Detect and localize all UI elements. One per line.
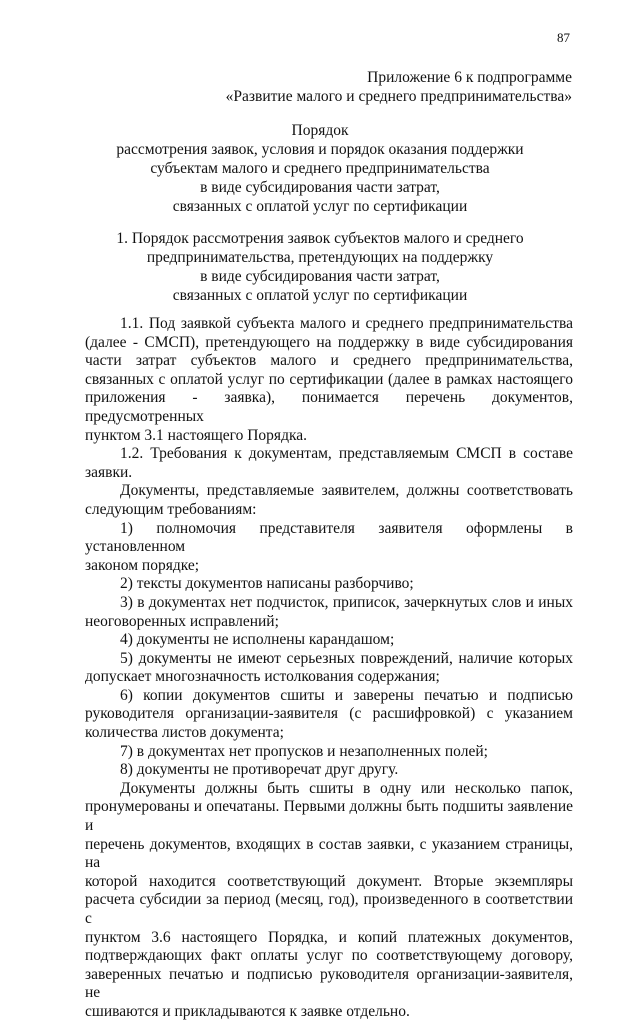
paragraph-line: Документы должны быть сшиты в одну или несколько папок, bbox=[120, 779, 573, 797]
page-number: 87 bbox=[557, 30, 570, 45]
paragraph-line: пунктом 3.6 настоящего Порядка, и копий платежных документов, bbox=[85, 928, 573, 946]
paragraph-line: допускает многозначность истолкования содержания; bbox=[85, 668, 440, 686]
paragraph bbox=[85, 780, 573, 1022]
paragraph bbox=[85, 482, 573, 519]
paragraph bbox=[85, 761, 573, 780]
section-line: 1. Порядок рассмотрения заявок субъектов малого и среднего bbox=[116, 230, 524, 247]
paragraph-line: заявки. bbox=[85, 463, 133, 481]
paragraph-line: части затрат субъектов малого и среднего предпринимательства, bbox=[85, 352, 573, 370]
paragraph-line: 4) документы не исполнены карандашом; bbox=[120, 631, 395, 649]
section-line: предпринимательства, претендующих на поддержку bbox=[146, 249, 494, 266]
paragraph-line: сшиваются и прикладываются к заявке отдельно. bbox=[85, 1002, 410, 1020]
appendix-line: Приложение 6 к подпрограмме bbox=[367, 69, 572, 86]
paragraph-line: 8) документы не противоречат друг другу. bbox=[120, 761, 399, 779]
title-line: рассмотрения заявок, условия и порядок оказания поддержки bbox=[116, 141, 524, 158]
paragraph bbox=[85, 594, 573, 631]
paragraph-line: 3) в документах нет подчисток, приписок, зачеркнутых слов и иных bbox=[120, 593, 573, 611]
document-title bbox=[70, 121, 570, 216]
paragraph-line: 2) тексты документов написаны разборчиво; bbox=[120, 575, 414, 593]
paragraph-line: 5) документы не имеют серьезных повреждений, наличие которых bbox=[120, 649, 573, 667]
paragraph-line: подтверждающих факт оплаты услуг по соответствующему договору, bbox=[85, 947, 573, 965]
paragraph-line: Документы, представляемые заявителем, должны соответствовать bbox=[120, 482, 573, 500]
paragraph-line: 7) в документах нет пропусков и незаполненных полей; bbox=[120, 742, 488, 760]
document-body bbox=[85, 315, 573, 1022]
section-heading bbox=[70, 229, 570, 305]
paragraph-line: 1) полномочия представителя заявителя оформлены в установленном bbox=[85, 519, 573, 556]
paragraph bbox=[85, 631, 573, 650]
appendix-header bbox=[172, 68, 572, 106]
section-line: связанных с оплатой услуг по сертификации bbox=[172, 287, 468, 304]
paragraph-line: 6) копии документов сшиты и заверены печатью и подписью bbox=[120, 686, 573, 704]
paragraph-line: количества листов документа; bbox=[85, 724, 284, 742]
paragraph-line: пунктом 3.1 настоящего Порядка. bbox=[85, 426, 308, 444]
paragraph-line: руководителя организации-заявителя (с расшифровкой) с указанием bbox=[85, 705, 573, 723]
paragraph-line: следующим требованиям: bbox=[85, 500, 257, 518]
appendix-line: «Развитие малого и среднего предпринимательства» bbox=[225, 88, 572, 105]
paragraph-line: 1.2. Требования к документам, представляемым СМСП в составе bbox=[120, 445, 573, 463]
paragraph bbox=[85, 445, 573, 482]
paragraph-line: приложения - заявка), понимается перечень документов, предусмотренных bbox=[85, 389, 573, 425]
paragraph-line: заверенных печатью и подписью руководителя организации-заявителя, не bbox=[85, 965, 573, 1002]
title-line: в виде субсидирования части затрат, bbox=[200, 179, 440, 196]
paragraph-line: пронумерованы и опечатаны. Первыми должны быть подшиты заявление и bbox=[85, 798, 573, 835]
paragraph bbox=[85, 743, 573, 762]
paragraph-line: неоговоренных исправлений; bbox=[85, 612, 279, 630]
title-line: связанных с оплатой услуг по сертификации bbox=[172, 198, 468, 215]
paragraph-line: (далее - СМСП), претендующего на поддержку в виде субсидирования bbox=[85, 333, 573, 351]
paragraph-line: связанных с оплатой услуг по сертификации (далее в рамках настоящего bbox=[85, 370, 573, 388]
title-line: субъектам малого и среднего предпринимательства bbox=[150, 160, 490, 177]
paragraph bbox=[85, 520, 573, 576]
section-line: в виде субсидирования части затрат, bbox=[200, 268, 440, 285]
paragraph-line: 1.1. Под заявкой субъекта малого и среднего предпринимательства bbox=[120, 315, 573, 332]
paragraph-line: расчета субсидии за период (месяц, год), произведенного в соответствии с bbox=[85, 891, 573, 927]
paragraph-line: которой находится соответствующий документ. Вторые экземпляры bbox=[85, 872, 573, 890]
paragraph bbox=[85, 687, 573, 743]
paragraph bbox=[85, 650, 573, 687]
paragraph-line: законом порядке; bbox=[85, 556, 200, 574]
paragraph bbox=[85, 315, 573, 445]
paragraph-line: перечень документов, входящих в состав заявки, с указанием страницы, на bbox=[85, 835, 573, 872]
title-line: Порядок bbox=[291, 122, 349, 139]
paragraph bbox=[85, 575, 573, 594]
